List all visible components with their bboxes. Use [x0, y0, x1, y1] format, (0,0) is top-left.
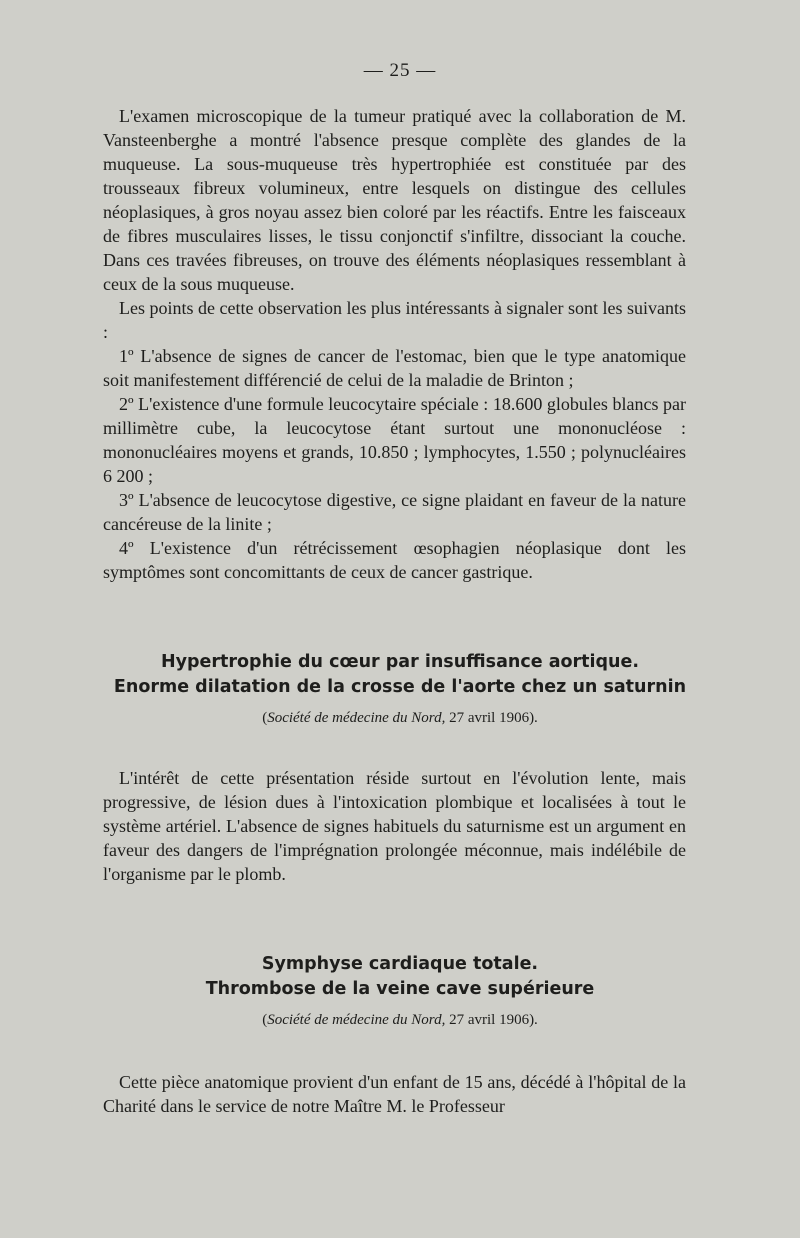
citation	[0, 1012, 800, 1029]
citation-date: 27 avril 1906).	[445, 1012, 538, 1028]
list-item: 3º L'absence de leucocytose digestive, ce signe plaidant en faveur de la nature cancéreuse de la linite ;	[103, 490, 686, 534]
section-heading-symphyse	[0, 952, 800, 1002]
section-heading-hypertrophie	[0, 650, 800, 700]
paragraph-microscopic-exam: L'examen microscopique de la tumeur pratiqué avec la collaboration de M. Vansteenberghe a montré l'absence presque complète des glandes de la muqueuse. La sous-muqueuse très hypertrophiée est constituée par des trousseaux fibreux volumineux, entre lesquels on distingue des cellules néoplasiques, à gros noyau assez bien coloré par les réactifs. Entre les faisceaux de fibres musculaires lisses, le tissu conjonctif s'infiltre, dissociant la couche. Dans ces travées fibreuses, on trouve des éléments néoplasiques ressemblant à ceux de la sous muqueuse.	[103, 106, 686, 294]
heading-line: Thrombose de la veine cave supérieure	[205, 979, 595, 999]
citation-source: Société de médecine du Nord,	[267, 1012, 446, 1028]
paragraph: L'intérêt de cette présentation réside surtout en l'évolution lente, mais progressive, de lésion dues à l'intoxication plombique et localisées à tout le système artériel. L'absence de signes habituels du saturnisme est un argument en faveur des dangers de l'imprégnation prolongée méconnue, mais indélébile de l'organisme par le plomb.	[103, 768, 686, 884]
list-item: 2º L'existence d'une formule leucocytaire spéciale : 18.600 globules blancs par millimètre cube, la leucocytose étant surtout une mononucléose : mononucléaires moyens et grands, 10.850 ; lymphocytes, 1.550 ; polynucléaires 6 200 ;	[103, 394, 686, 486]
list-item: 1º L'absence de signes de cancer de l'estomac, bien que le type anatomique soit manifestement différencié de celui de la maladie de Brinton ;	[103, 346, 686, 390]
paragraph: Cette pièce anatomique provient d'un enfant de 15 ans, décédé à l'hôpital de la Charité dans le service de notre Maître M. le Professeur	[103, 1072, 686, 1116]
citation-source: Société de médecine du Nord,	[267, 710, 446, 726]
citation	[0, 710, 800, 727]
heading-line: Hypertrophie du cœur par insuffisance aortique.	[160, 652, 640, 672]
hypertrophie-text	[103, 766, 686, 886]
page-number: — 25 —	[363, 60, 437, 81]
observation-text	[103, 104, 686, 584]
citation-open: (	[262, 710, 268, 726]
heading-line: Enorme dilatation de la crosse de l'aorte chez un saturnin	[113, 677, 687, 697]
paragraph-points-intro: Les points de cette observation les plus intéressants à signaler sont les suivants :	[103, 298, 686, 342]
heading-line: Symphyse cardiaque totale.	[261, 954, 539, 974]
list-item: 4º L'existence d'un rétrécissement œsophagien néoplasique dont les symptômes sont concomittants de ceux de cancer gastrique.	[103, 538, 686, 582]
citation-open: (	[262, 1012, 268, 1028]
symphyse-text	[103, 1070, 686, 1118]
citation-date: 27 avril 1906).	[445, 710, 538, 726]
